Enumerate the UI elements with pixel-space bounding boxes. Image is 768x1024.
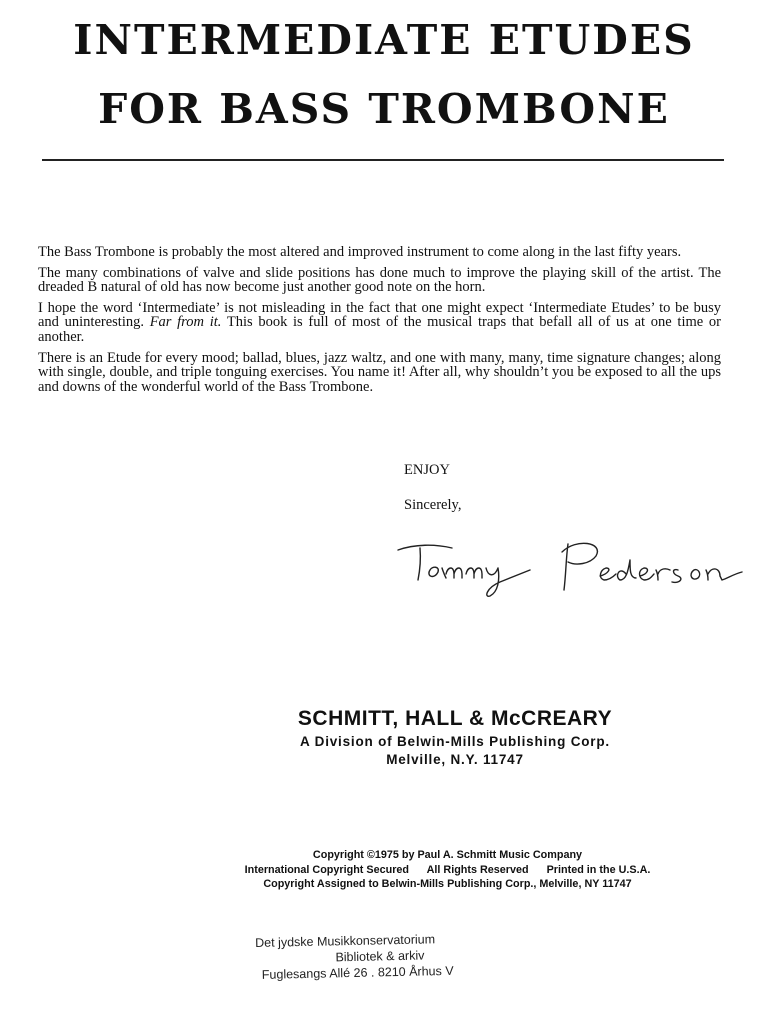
title-line-1: INTERMEDIATE ETUDES	[73, 16, 695, 64]
copyright-line-1: Copyright ©1975 by Paul A. Schmitt Music Company	[312, 849, 583, 861]
publisher-address: Melville, N.Y. 11747	[386, 752, 524, 767]
closing-sincerely: Sincerely,	[404, 497, 462, 513]
copyright-line-2: International Copyright Secured All Rights Reserved Printed in the U.S.A.	[244, 863, 651, 876]
foreword-paragraph-3-start: I hope the word ‘Intermediate’ is not misleading in the fact that one might expect ‘Intermediate Etudes’ to be busy and uninteresting.	[38, 299, 721, 331]
signature-image	[390, 530, 750, 600]
publisher-block	[195, 705, 715, 769]
library-stamp	[255, 929, 536, 983]
foreword	[38, 245, 721, 400]
title-line-2: FOR BASS TROMBONE	[98, 85, 670, 133]
publisher-name: SCHMITT, HALL & McCREARY	[297, 707, 613, 730]
stamp-line-3: Fuglesangs Allé 26 . 8210 Århus V	[261, 963, 454, 982]
foreword-paragraph-2: The many combinations of valve and slide positions has done much to improve the playing skill of the artist. The dreaded B natural of old has now become just another good note on the horn.	[38, 264, 721, 296]
publisher-division: A Division of Belwin-Mills Publishing Corp.	[300, 734, 610, 749]
foreword-paragraph-1: The Bass Trombone is probably the most altered and improved instrument to come along in the last fifty years.	[38, 244, 682, 260]
foreword-paragraph-4: There is an Etude for every mood; ballad, blues, jazz waltz, and one with many, many, time signature changes; along with single, double, and triple tonguing exercises. You name it! After all, why shouldn’t you be exposed to all the ups and downs of the wonderful world of the Bass Trombone.	[38, 349, 721, 395]
foreword-paragraph-3	[38, 301, 721, 345]
title-divider	[42, 159, 724, 161]
foreword-emphasis: Far from it.	[149, 314, 222, 331]
foreword-paragraph-3-end: This book is full of most of the musical traps that befall all of us at one time or another.	[38, 314, 721, 345]
stamp-line-2: Bibliotek & arkiv	[335, 948, 425, 965]
closing-enjoy: ENJOY	[404, 462, 450, 478]
copyright-line-3: Copyright Assigned to Belwin-Mills Publishing Corp., Melville, NY 11747	[263, 878, 632, 890]
stamp-line-1: Det jydske Musikkonservatorium	[255, 932, 436, 950]
copyright-block	[170, 848, 725, 892]
